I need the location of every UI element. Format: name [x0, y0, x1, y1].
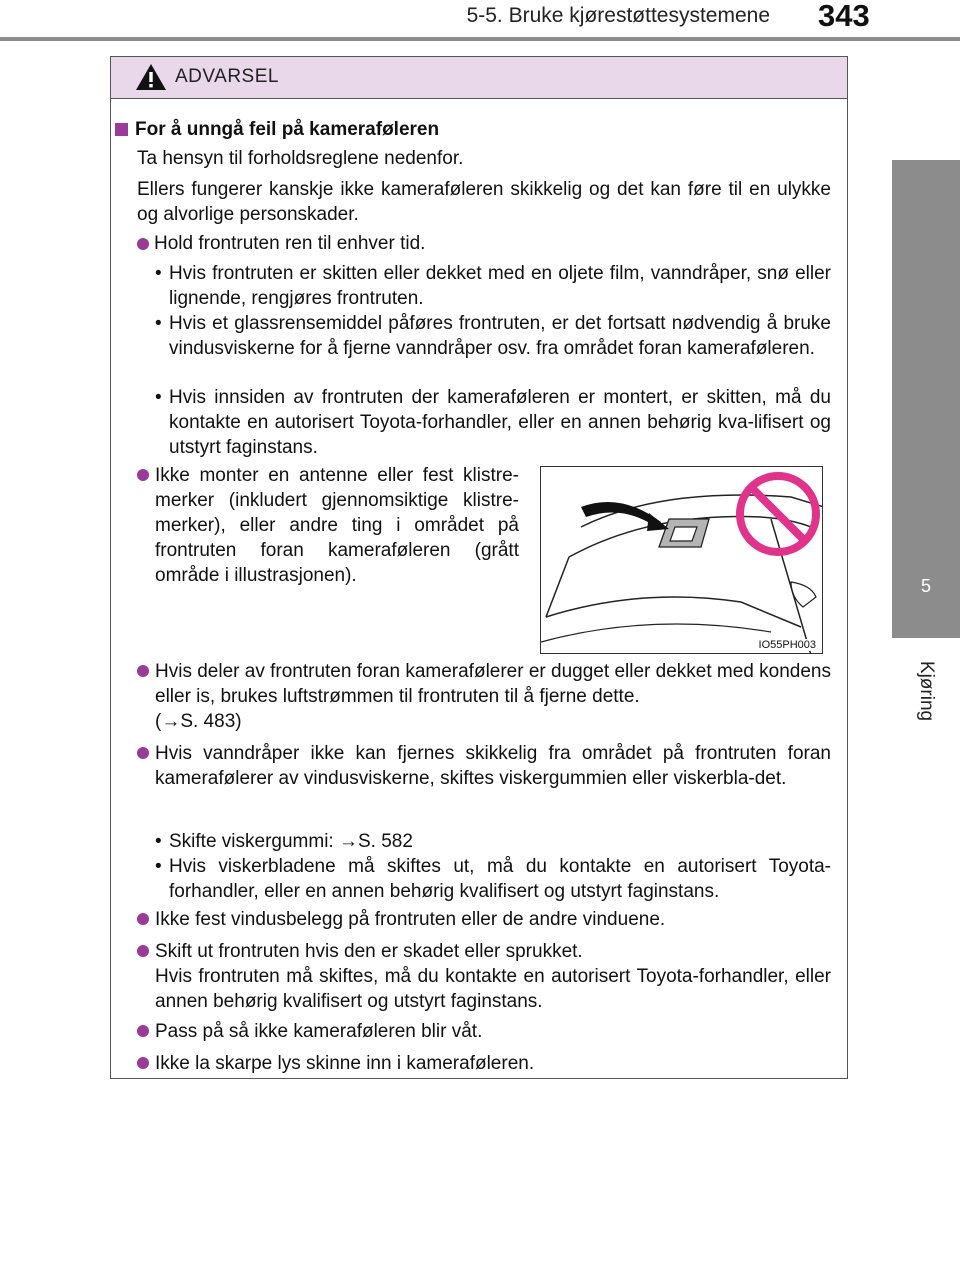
chapter-tab: [892, 160, 960, 638]
list-item: Ikke monter en antenne eller fest klistre-merker (inkludert gjennomsiktige klistre-merker), eller andre ting i området på frontruten foran kameraføleren (grått område i illustrasjonen).: [137, 463, 519, 588]
illustration-code: IO55PH003: [758, 639, 816, 651]
circle-bullet-icon: [137, 945, 149, 957]
list-item: Ikke la skarpe lys skinne inn i kameraføleren.: [137, 1051, 831, 1076]
list-item: Hvis vanndråper ikke kan fjernes skikkelig fra området på frontruten foran kamerafølerer av vindusviskerne, skiftes viskergummien eller viskerbla-det.: [137, 741, 831, 791]
windshield-drawing: [541, 467, 823, 654]
sub-list-item: • Hvis et glassrensemiddel påføres frontruten, er det fortsatt nødvendig å bruke vindusviskerne for å fjerne vanndråper osv. fra området foran kameraføleren.: [155, 313, 831, 359]
list-item: Ikke fest vindusbelegg på frontruten eller de andre vinduene.: [137, 907, 831, 932]
circle-bullet-icon: [137, 1057, 149, 1069]
list-item: Hvis deler av frontruten foran kamerafølerer er dugget eller dekket med kondens eller is, brukes luftstrømmen til frontruten til å fjerne dette. (→S. 483): [137, 659, 831, 734]
list-item: Hold frontruten ren til enhver tid.: [137, 231, 831, 256]
circle-bullet-icon: [137, 1025, 149, 1037]
circle-bullet-icon: [137, 238, 149, 250]
intro-paragraph-2: Ellers fungerer kanskje ikke kameraføleren skikkelig og det kan føre til en ulykke og alvorlige personskader.: [137, 179, 831, 225]
circle-bullet-icon: [137, 665, 149, 677]
header-divider: [0, 37, 960, 41]
warning-header: [111, 57, 847, 99]
chapter-number: 5: [920, 576, 931, 596]
sub-list-item: • Skifte viskergummi: →S. 582: [155, 831, 413, 852]
circle-bullet-icon: [137, 469, 149, 481]
sub-list-item: • Hvis viskerbladene må skiftes ut, må du kontakte en autorisert Toyota-forhandler, eller en annen behørig kvalifisert og utstyrt faginstans.: [155, 856, 831, 902]
circle-bullet-icon: [137, 913, 149, 925]
intro-paragraph-1: Ta hensyn til forholdsreglene nedenfor.: [137, 148, 464, 169]
square-bullet-icon: [115, 123, 128, 136]
warning-triangle-icon: [134, 62, 168, 92]
list-item: Skift ut frontruten hvis den er skadet eller sprukket. Hvis frontruten må skiftes, må du kontakte en autorisert Toyota-forhandler, eller annen behørig kvalifisert og utstyrt faginstans.: [137, 939, 831, 1014]
chapter-name: Kjøring: [916, 660, 937, 722]
warning-heading: For å unngå feil på kameraføleren: [115, 117, 439, 142]
sub-list-item: • Hvis frontruten er skitten eller dekket med en oljete film, vanndråper, snø eller lignende, rengjøres frontruten.: [155, 263, 831, 309]
page-number: 343: [818, 0, 870, 33]
warning-label: ADVARSEL: [175, 66, 279, 87]
sub-list-item: • Hvis innsiden av frontruten der kameraføleren er montert, er skitten, må du kontakte en autorisert Toyota-forhandler, eller en annen behørig kva-lifisert og utstyrt faginstans.: [155, 387, 831, 458]
page-reference[interactable]: (→S. 483): [155, 711, 242, 732]
section-title: 5-5. Bruke kjørestøttesystemene: [466, 4, 770, 27]
windshield-illustration: [540, 466, 823, 654]
circle-bullet-icon: [137, 747, 149, 759]
list-item: Pass på så ikke kameraføleren blir våt.: [137, 1019, 831, 1044]
